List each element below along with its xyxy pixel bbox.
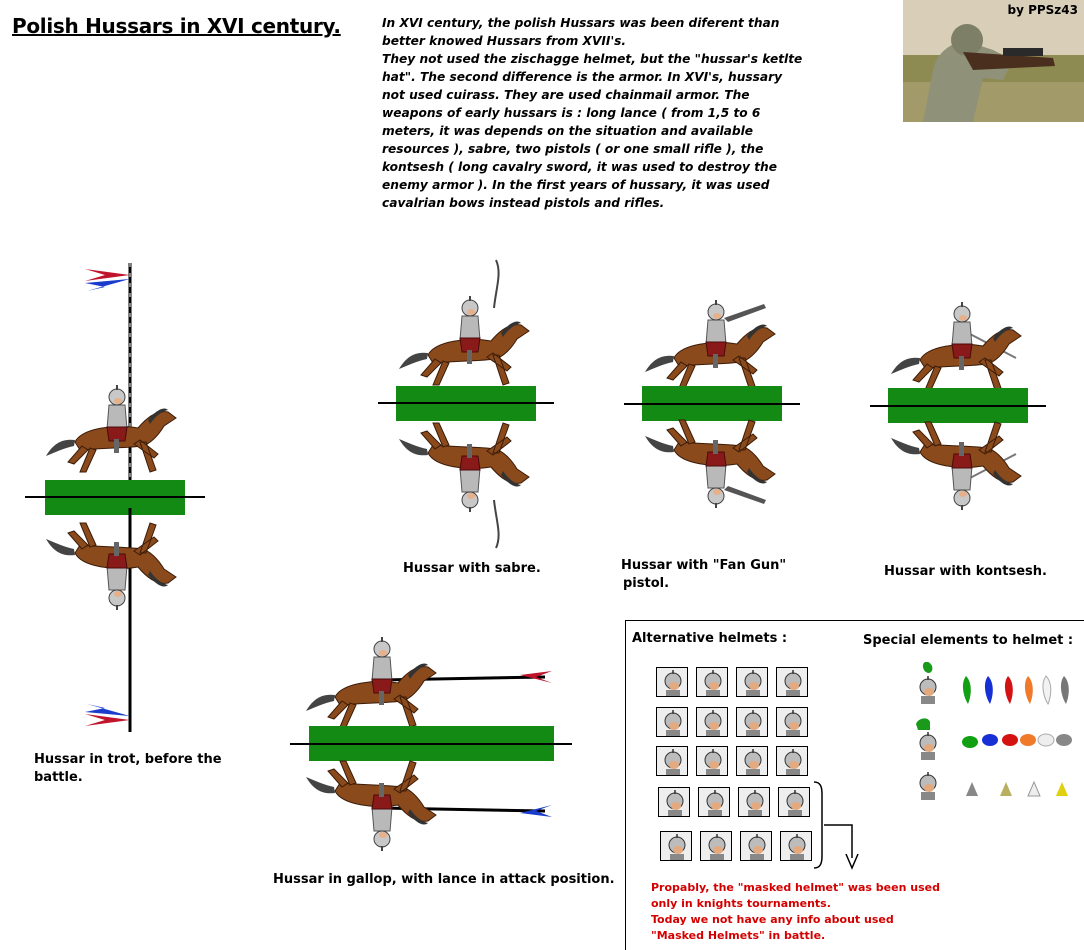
helmet-tile bbox=[698, 787, 730, 817]
plume-blue-icon bbox=[982, 734, 998, 746]
feather-green-icon bbox=[963, 676, 971, 704]
caption-fangun-line: pistol. bbox=[623, 576, 670, 591]
feather-blue-icon bbox=[985, 676, 993, 704]
plume-orange-icon bbox=[1020, 734, 1036, 746]
intro-line: In XVI century, the polish Hussars was been diferent than bbox=[382, 16, 780, 30]
helmet-with-spike-icon bbox=[920, 772, 936, 800]
caption-gallop: Hussar in gallop, with lance in attack position. bbox=[273, 872, 615, 887]
hussar-kontsesh-sprite bbox=[870, 290, 1050, 525]
helmet-tile bbox=[776, 707, 808, 737]
caption-fangun bbox=[621, 557, 786, 593]
caption-trot-line: Hussar in trot, before the bbox=[34, 752, 222, 767]
helmet-tile bbox=[778, 787, 810, 817]
hussar-fangun-sprite bbox=[624, 288, 804, 523]
intro-line: not used cuirass. They are used chainmail armor. The bbox=[382, 88, 750, 102]
helmet-tile bbox=[776, 667, 808, 697]
author-byline: by PPSz43 bbox=[1007, 3, 1078, 17]
caption-fangun-line: Hussar with "Fan Gun" bbox=[621, 558, 787, 573]
note-line: only in knights tournaments. bbox=[651, 897, 831, 910]
masked-helmet-tile bbox=[780, 831, 812, 861]
plume-red-icon bbox=[1002, 734, 1018, 746]
spike-yellow-icon bbox=[1056, 782, 1068, 796]
helmet-tile bbox=[776, 746, 808, 776]
helmet-tile bbox=[656, 707, 688, 737]
helmet-tile bbox=[656, 746, 688, 776]
helmet-tile bbox=[658, 787, 690, 817]
intro-text bbox=[382, 14, 812, 212]
feather-orange-icon bbox=[1025, 676, 1033, 704]
caption-kontsesh: Hussar with kontsesh. bbox=[884, 564, 1047, 579]
author-photo bbox=[903, 0, 1084, 122]
caption-trot bbox=[34, 751, 222, 787]
hussar-sabre-sprite bbox=[378, 258, 558, 523]
feather-gray-icon bbox=[1061, 676, 1069, 704]
intro-line: enemy armor ). In the first years of hussary, it was used bbox=[382, 178, 770, 192]
intro-line: They not used the zischagge helmet, but the "hussar's ketlte bbox=[382, 52, 803, 66]
plume-green-icon bbox=[962, 736, 978, 748]
feather-white-icon bbox=[1043, 676, 1051, 704]
intro-line: hat". The second difference is the armor. In XVI's, hussary bbox=[382, 70, 783, 84]
hussar-gallop-sprite bbox=[290, 625, 580, 865]
spike-gray-icon bbox=[966, 782, 978, 796]
hussar-trot-sprite bbox=[25, 255, 225, 735]
special-elements-sprites bbox=[910, 662, 1080, 812]
helmet-tile bbox=[656, 667, 688, 697]
masked-helmet-tile bbox=[740, 831, 772, 861]
intro-line: better knowed Hussars from XVII's. bbox=[382, 34, 627, 48]
alt-helmets-title: Alternative helmets : bbox=[632, 631, 788, 646]
helmet-tile bbox=[736, 707, 768, 737]
intro-line: resources ), sabre, two pistols ( or one small rifle ), the bbox=[382, 142, 764, 156]
caption-trot-line: battle. bbox=[34, 770, 83, 785]
masked-helmet-bracket-arrow bbox=[812, 780, 862, 880]
note-line: "Masked Helmets" in battle. bbox=[651, 929, 826, 942]
intro-line: cavalrian bows instead pistols and rifles. bbox=[382, 196, 665, 210]
helmet-tile bbox=[696, 746, 728, 776]
caption-sabre: Hussar with sabre. bbox=[403, 561, 541, 576]
intro-line: meters, it was depends on the situation and available bbox=[382, 124, 754, 138]
helmet-tile bbox=[696, 667, 728, 697]
feather-red-icon bbox=[1005, 676, 1013, 704]
intro-line: weapons of early hussars is : long lance ( from 1,5 to 6 bbox=[382, 106, 761, 120]
spike-silver-icon bbox=[1028, 782, 1040, 796]
helmet-tile bbox=[736, 667, 768, 697]
masked-helmet-note bbox=[651, 880, 940, 944]
page-title: Polish Hussars in XVI century. bbox=[12, 14, 341, 38]
helmet-tile bbox=[736, 746, 768, 776]
helmet-tile bbox=[696, 707, 728, 737]
special-elements-title: Special elements to helmet : bbox=[863, 633, 1074, 648]
intro-line: kontsesh ( long cavalry sword, it was used to destroy the bbox=[382, 160, 777, 174]
helmet-with-plume-icon bbox=[916, 718, 936, 760]
note-line: Propably, the "masked helmet" was been used bbox=[651, 881, 940, 894]
helmet-with-feather-icon bbox=[920, 662, 936, 704]
helmet-tile bbox=[738, 787, 770, 817]
masked-helmet-tile bbox=[660, 831, 692, 861]
spike-gold-icon bbox=[1000, 782, 1012, 796]
plume-white-icon bbox=[1038, 734, 1054, 746]
masked-helmet-tile bbox=[700, 831, 732, 861]
plume-gray-icon bbox=[1056, 734, 1072, 746]
note-line: Today we not have any info about used bbox=[651, 913, 894, 926]
